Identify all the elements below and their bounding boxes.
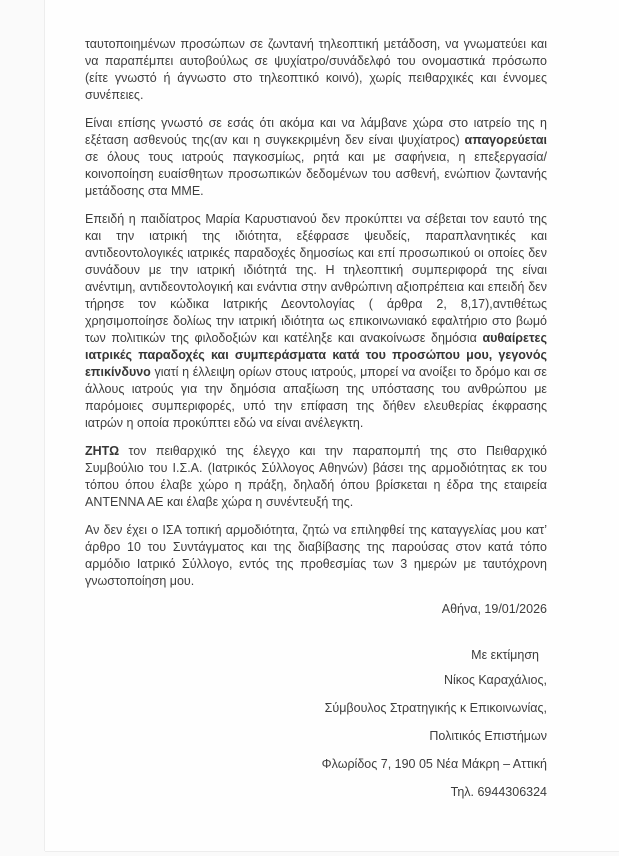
- signature-line: Πολιτικός Επιστήμων: [429, 729, 547, 743]
- text-run: ταυτοποιημένων προσώπων σε ζωντανή τηλεοπτική μετάδοση, να γνωματεύει και να παραπέμπει αυτοβούλως σε ψυχίατρο/συνάδελφό του ονομαστικά πρόσωπο (είτε γνωστό ή άγνωστο στο τηλεοπτικό κοινό), χωρίς πειθαρχικές και έννομες συνέπειες.: [85, 37, 547, 102]
- signature-line: Νίκος Καραχάλιος,: [443, 673, 547, 687]
- document-page: [45, 0, 619, 851]
- closing-salutation: Με εκτίμηση: [471, 648, 539, 662]
- text-run: ΖΗΤΩ: [85, 444, 120, 458]
- text-run: Επειδή η παιδίατρος Μαρία Καρυστιανού δεν προκύπτει να σέβεται τον εαυτό της και την ιατρική της ιδιότητα, εξέφρασε ψευδείς, παραπλανητικές και αντιδεοντολογικές ιατρικές παραδοχές δημοσίως και επί προσωπικού οι οποίες δεν συνάδουν με την ιατρική ιδιότητά της. Η τηλεοπτική συμπεριφορά της είναι ανέντιμη, αντιδεοντολογική και ενάντια στην ανθρώπινη αξιοπρέπεια και επειδή δεν τήρησε τον κώδικα Ιατρικής Δεοντολογίας ( άρθρα 2, 8,17),αντιθέτως χρησιμοποίησε δολίως την ιατρική ιδιότητα ως επικοινωνιακό εφαλτήριο στο βωμό των πολιτικών της φιλοδοξιών και κατέληξε και ανακοίνωσε δημόσια: [85, 212, 547, 345]
- signature-line: Τηλ. 6944306324: [450, 785, 547, 799]
- date-line: Αθήνα, 19/01/2026: [441, 602, 547, 616]
- paragraph: [85, 211, 547, 432]
- paragraph: [85, 443, 547, 511]
- text-run: σε όλους τους ιατρούς παγκοσμίως, ρητά και με σαφήνεια, η επεξεργασία/κοινοποίηση ευαίσθητων προσωπικών δεδομένων του ασθενή, ενώπιον ζωντανής μετάδοσης στα ΜΜΕ.: [85, 150, 547, 198]
- signature-line: Σύμβουλος Στρατηγικής κ Επικοινωνίας,: [324, 701, 547, 715]
- letter-body: [85, 36, 547, 590]
- text-run: γιατί η έλλειψη ορίων στους ιατρούς, μπορεί να ανοίξει το δρόμο και σε άλλους ιατρούς για την δημόσια απαξίωση της υπόστασης του ανθρώπου με παρόμοιες συμπεριφορές, υπό την επίφαση της δήθεν ελευθερίας έκφρασης ιατρών η οποία προκύπτει εδώ να είναι ανέλεγκτη.: [85, 365, 547, 430]
- paragraph: [85, 522, 547, 590]
- text-run: Είναι επίσης γνωστό σε εσάς ότι ακόμα και να λάμβανε χώρα στο ιατρείο της η εξέταση ασθενούς της(αν και η συγκεκριμένη δεν είναι ψυχίατρος): [85, 116, 547, 147]
- paragraph: [85, 115, 547, 200]
- signature-block: [85, 666, 547, 806]
- signature-line: Φλωρίδος 7, 190 05 Νέα Μάκρη – Αττική: [321, 757, 547, 771]
- text-run: απαγορεύεται: [464, 133, 547, 147]
- letter-content: [85, 36, 547, 806]
- paragraph: [85, 36, 547, 104]
- text-run: Αν δεν έχει ο ΙΣΑ τοπική αρμοδιότητα, ζητώ να επιληφθεί της καταγγελίας μου κατ’ άρθρο 10 του Συντάγματος και της διαβίβασης της παρούσας στον κατά τόπο αρμόδιο Ιατρικό Σύλλογο, εντός της προθεσμίας των 3 ημερών με ταυτόχρονη γνωστοποίηση μου.: [85, 523, 547, 588]
- text-run: τον πειθαρχικό της έλεγχο και την παραπομπή της στο Πειθαρχικό Συμβούλιο του Ι.Σ.Α. (Ιατρικός Σύλλογος Αθηνών) βάσει της αρμοδιότητας εκ του τόπου όπου έλαβε χώρο η πράξη, δηλαδή όπου βρίσκεται η έδρα της εταιρεία ANTENNA AE και έλαβε χώρα η συνέντευξή της.: [85, 444, 547, 509]
- text-run: αυθαίρετες ιατρικές παραδοχές και συμπεράσματα κατά του προσώπου μου, γεγονός επικίνδυνο: [85, 331, 547, 379]
